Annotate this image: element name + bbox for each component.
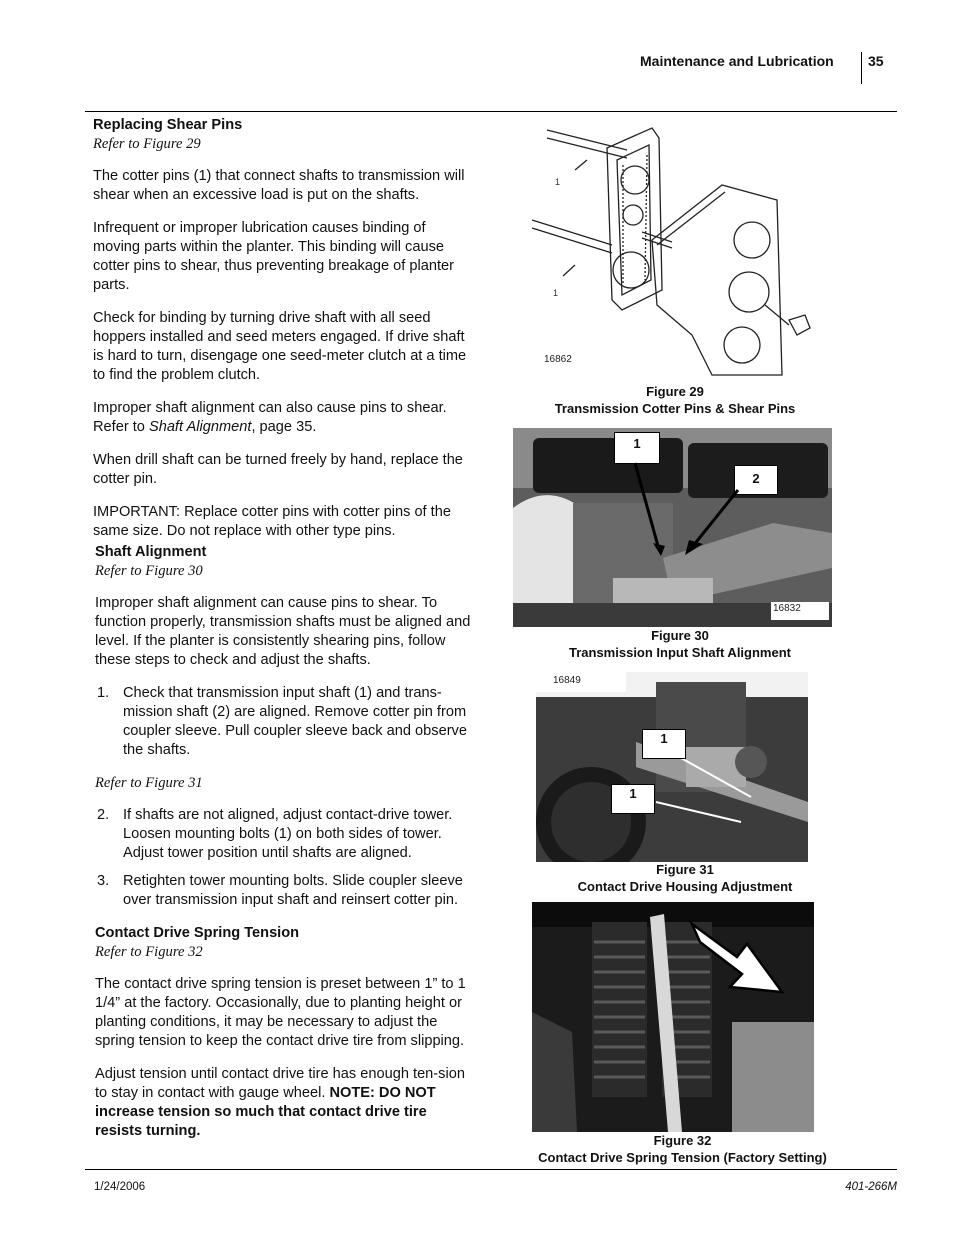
section-title-shaft-alignment: Shaft Alignment (95, 544, 207, 560)
callout-arrows (536, 672, 808, 862)
list-item: 3. Retighten tower mounting bolts. Slide coupler sleeve over transmission input shaft and reinsert cotter pin. (97, 873, 463, 908)
callout-box-1: 1 (614, 432, 660, 464)
list-item: 1. Check that transmission input shaft (1) and trans-mission shaft (2) are aligned. Remove cotter pin from coupler sleeve. Pull coupler sleeve back and observe the shafts. (97, 685, 467, 758)
paragraph: The contact drive spring tension is preset between 1” to 1 1/4” at the factory. Occasionally, due to planting height or planting conditions, it may be necessary to adjust the spring tension to keep the contact drive tire from slipping. (95, 976, 466, 1049)
figure-31-caption: Figure 31 Contact Drive Housing Adjustment (577, 862, 793, 894)
list-item: 2. If shafts are not aligned, adjust contact-drive tower. Loosen mounting bolts (1) on both sides of tower. Adjust tower position until shafts are aligned. (97, 807, 453, 861)
callout-arrows (513, 428, 832, 627)
paragraph: Adjust tension until contact drive tire has enough ten-sion to stay in contact with gauge wheel. NOTE: DO NOT increase tension so much that contact drive tire resists turning. (95, 1066, 465, 1139)
footer-doc-id: 401-266M (845, 1181, 897, 1193)
section-title-shear-pins: Replacing Shear Pins (93, 117, 243, 133)
paragraph: When drill shaft can be turned freely by hand, replace the cotter pin. (93, 452, 463, 487)
figure-32-caption: Figure 32 Contact Drive Spring Tension (Factory Setting) (538, 1133, 827, 1165)
callout-1: 1 (553, 288, 559, 298)
callout-box-1: 1 (642, 729, 686, 759)
running-header-section: Maintenance and Lubrication (640, 53, 834, 69)
figure-reference: Refer to Figure 32 (95, 944, 203, 960)
top-rule (85, 111, 897, 112)
callout-box-2: 2 (734, 465, 778, 495)
footer-date: 1/24/2006 (94, 1181, 146, 1193)
image-id: 16832 (773, 603, 801, 614)
bottom-rule (85, 1169, 897, 1170)
important-note: IMPORTANT: Replace cotter pins with cotter pins of the same size. Do not replace with other type pins. (93, 504, 451, 539)
figure-reference: Refer to Figure 30 (95, 563, 203, 579)
figure-30-caption: Figure 30 Transmission Input Shaft Alignment (569, 628, 791, 660)
warning-note: NOTE: DO NOT increase tension so much that contact drive tire resists turning. (95, 1085, 436, 1139)
steps-list (95, 806, 471, 910)
figure-29-drawing (527, 120, 817, 380)
paragraph: Infrequent or improper lubrication causes binding of moving parts within the planter. This binding will cause cotter pins to shear, thus preventing breakage of planter parts. (93, 220, 455, 293)
steps-list (95, 684, 471, 760)
figure-reference: Refer to Figure 31 (95, 775, 203, 791)
figure-32-photo (532, 902, 814, 1132)
page-number: 35 (868, 53, 884, 69)
cross-reference-link[interactable]: Shaft Alignment (148, 419, 252, 435)
image-id: 16862 (544, 354, 572, 365)
paragraph: Check for binding by turning drive shaft with all seed hoppers installed and seed meters engaged. If drive shaft is hard to turn, disengage one seed-meter clutch at a time to find the problem clutch. (93, 310, 467, 383)
callout-box-1: 1 (611, 784, 655, 814)
section-title-spring-tension: Contact Drive Spring Tension (95, 925, 300, 941)
text-column (93, 116, 471, 1155)
header-divider (861, 52, 862, 84)
callout-1: 1 (555, 177, 561, 187)
image-id: 16849 (553, 675, 581, 686)
figure-29-caption: Figure 29 Transmission Cotter Pins & Shear Pins (554, 384, 796, 416)
figure-reference: Refer to Figure 29 (93, 136, 201, 152)
paragraph: The cotter pins (1) that connect shafts to transmission will shear when an excessive load is put on the shafts. (93, 168, 465, 203)
paragraph: Improper shaft alignment can also cause pins to shear. Refer to Shaft Alignment, page 35. (93, 400, 447, 435)
paragraph: Improper shaft alignment can cause pins to shear. To function properly, transmission shafts must be aligned and level. If the planter is consistently shearing pins, follow these steps to check and adjust the shafts. (95, 595, 471, 668)
